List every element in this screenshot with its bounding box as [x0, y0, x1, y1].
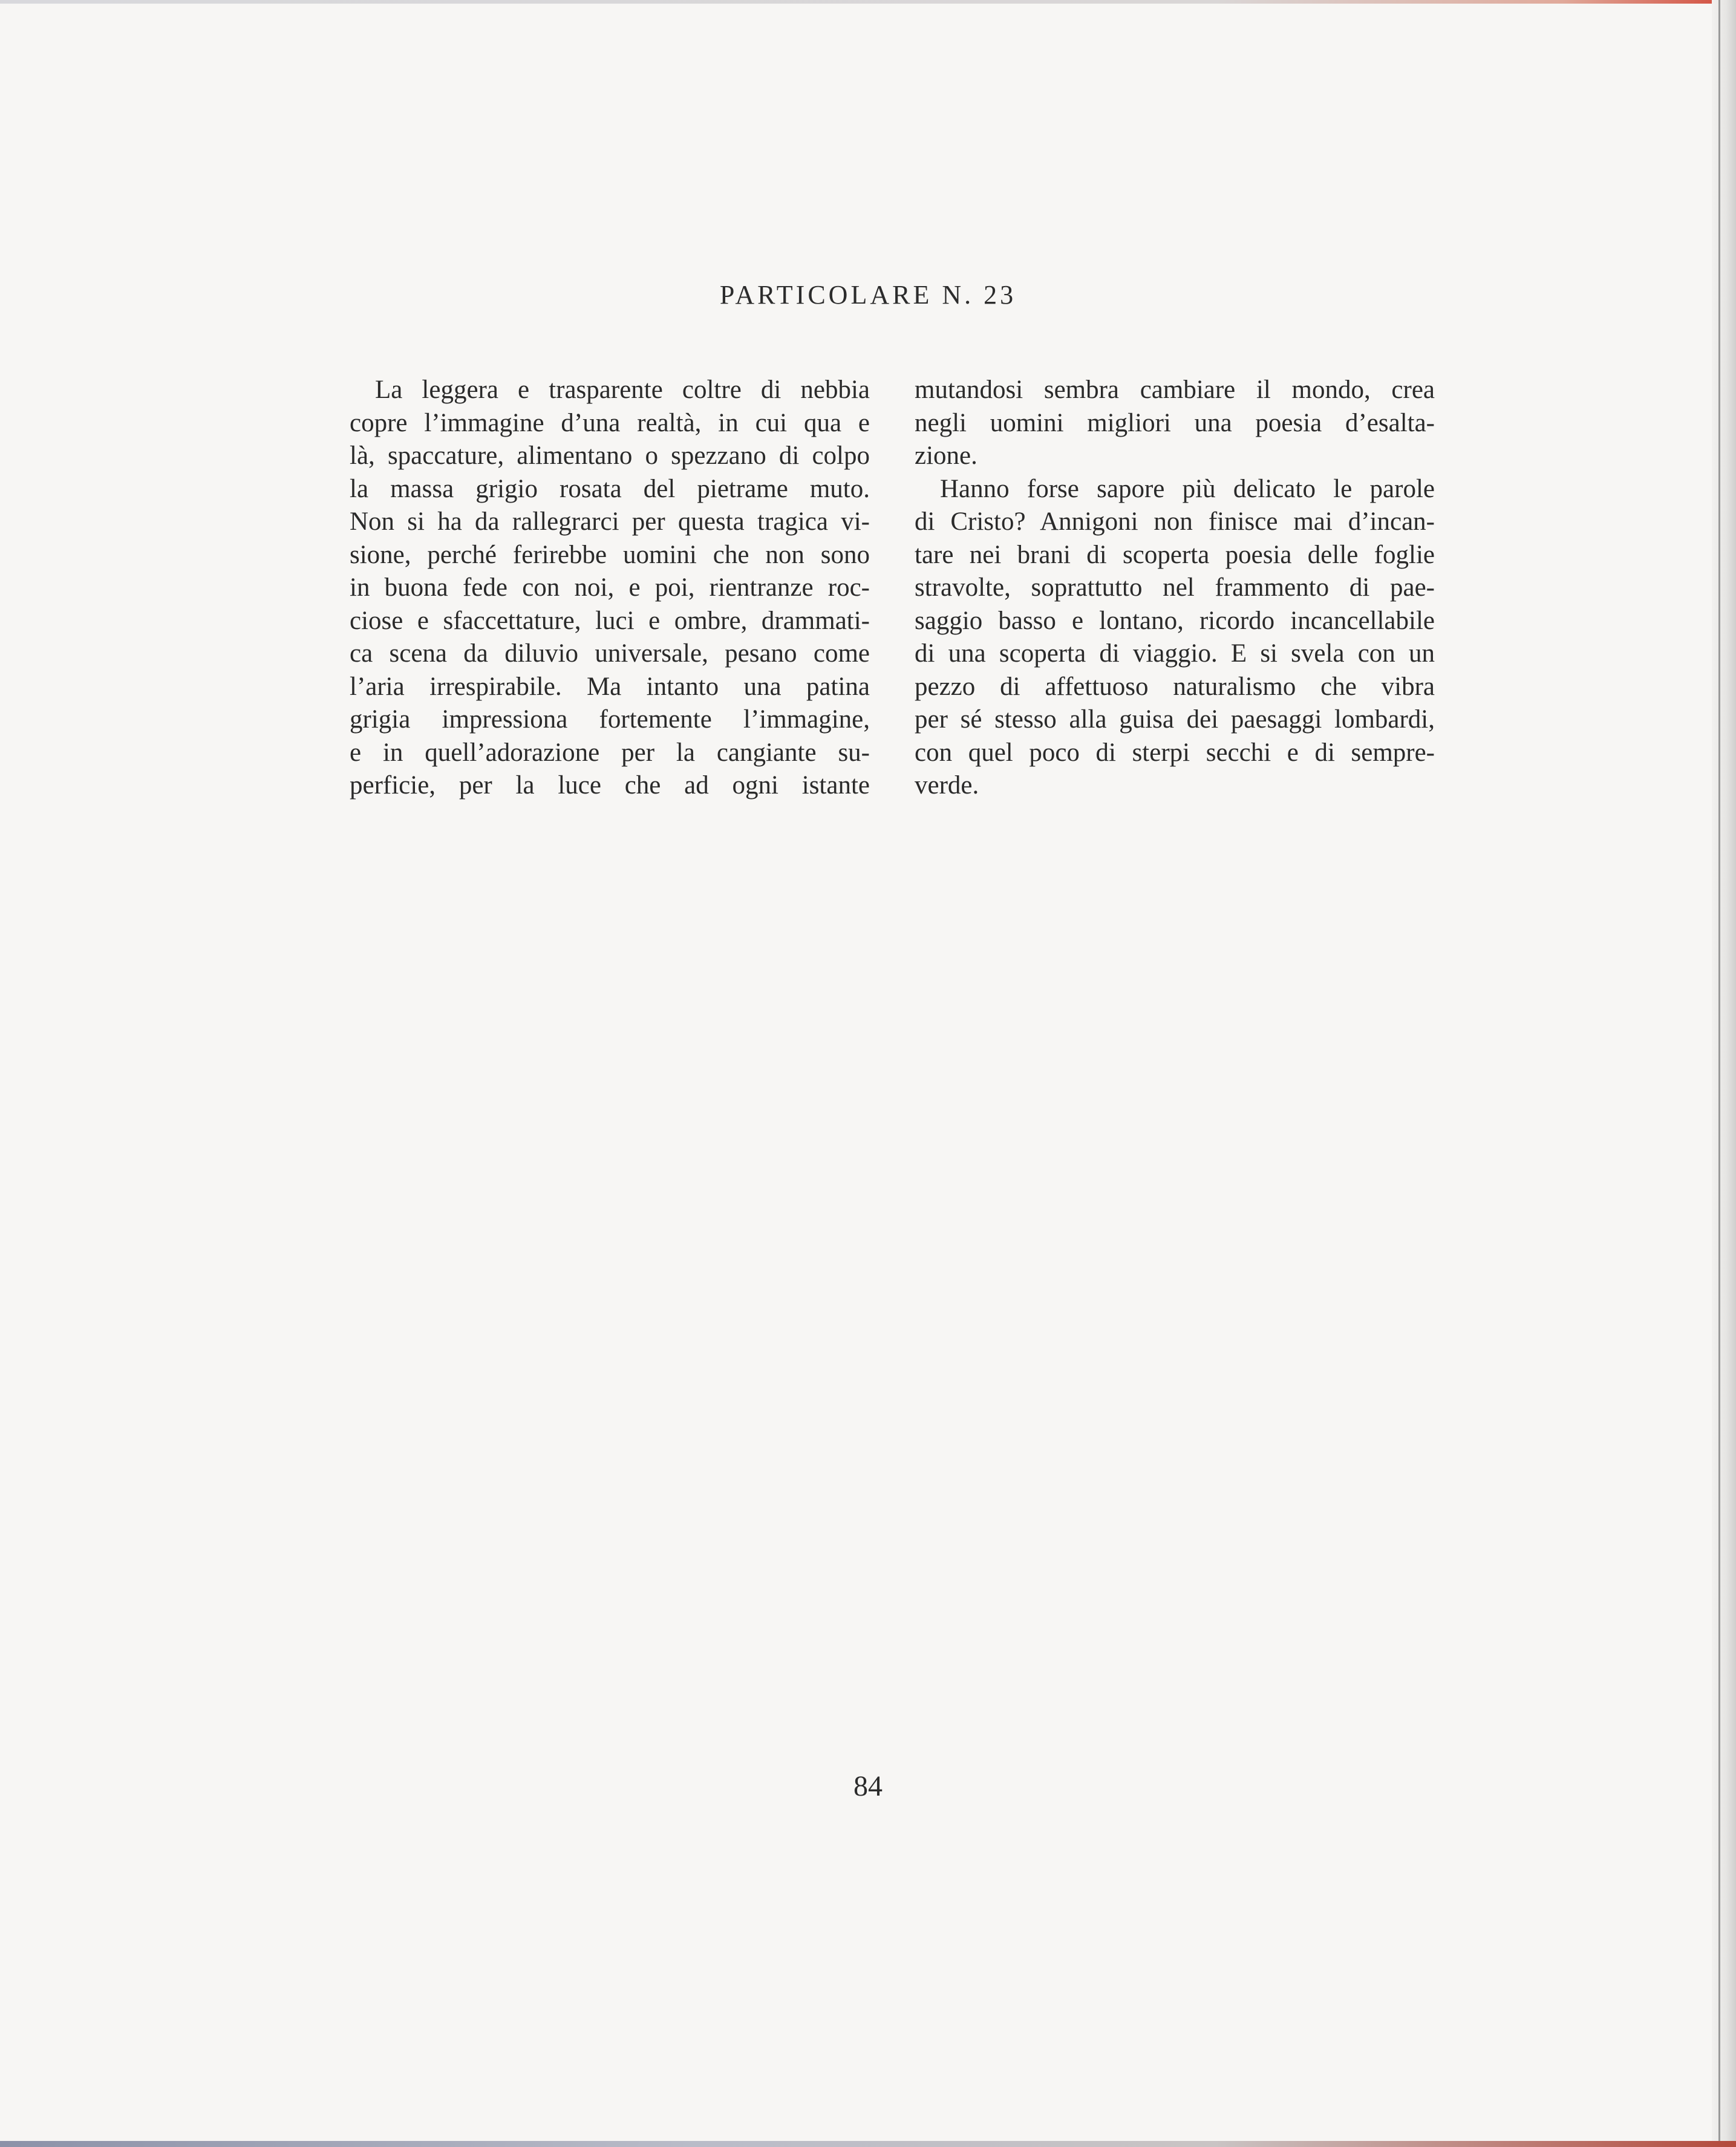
text-line: La leggera e trasparente coltre di nebbia — [375, 376, 870, 404]
page-bottom-edge — [0, 2141, 1736, 2147]
text-line: sione, perché ferirebbe uomini che non sono — [350, 540, 870, 569]
page-top-edge — [0, 0, 1736, 4]
text-line: mutandosi sembra cambiare il mondo, crea — [915, 376, 1435, 404]
text-line: la massa grigio rosata del pietrame muto. — [350, 474, 870, 503]
page-number: 84 — [853, 1770, 883, 1802]
text-line: zione. — [915, 441, 977, 470]
text-line: Hanno forse sapore più delicato le parole — [940, 474, 1435, 503]
right-text-column — [915, 374, 1435, 803]
page-heading: PARTICOLARE N. 23 — [719, 280, 1017, 310]
text-line: ciose e sfaccettature, luci e ombre, drammati- — [350, 606, 870, 635]
text-line: tare nei brani di scoperta poesia delle foglie — [915, 540, 1435, 569]
text-line: verde. — [915, 771, 979, 800]
text-line: copre l’immagine d’una realtà, in cui qua e — [350, 408, 870, 437]
text-line: ca scena da diluvio universale, pesano come — [350, 639, 870, 668]
text-line: pezzo di affettuoso naturalismo che vibra — [915, 672, 1435, 701]
text-line: di una scoperta di viaggio. E si svela con un — [915, 639, 1435, 668]
text-line: di Cristo? Annigoni non finisce mai d’incan- — [915, 507, 1435, 536]
text-line: perficie, per la luce che ad ogni istante — [350, 771, 870, 800]
text-line: saggio basso e lontano, ricordo incancellabile — [915, 606, 1435, 635]
text-line: là, spaccature, alimentano o spezzano di colpo — [350, 441, 870, 470]
text-line: Non si ha da rallegrarci per questa tragica vi- — [350, 507, 870, 536]
text-line: stravolte, soprattutto nel frammento di pae- — [915, 573, 1435, 602]
text-line: negli uomini migliori una poesia d’esalta- — [915, 408, 1435, 437]
text-line: grigia impressiona fortemente l’immagine, — [350, 705, 870, 734]
page-binding-line — [1718, 0, 1720, 2147]
text-line: con quel poco di sterpi secchi e di sempre- — [915, 738, 1435, 767]
text-line: e in quell’adorazione per la cangiante su- — [350, 738, 870, 767]
text-line: in buona fede con noi, e poi, rientranze roc- — [350, 573, 870, 602]
left-text-column — [350, 374, 870, 803]
text-line: per sé stesso alla guisa dei paesaggi lombardi, — [915, 705, 1435, 734]
page-right-edge — [1712, 0, 1736, 2147]
text-line: l’aria irrespirabile. Ma intanto una patina — [350, 672, 870, 701]
